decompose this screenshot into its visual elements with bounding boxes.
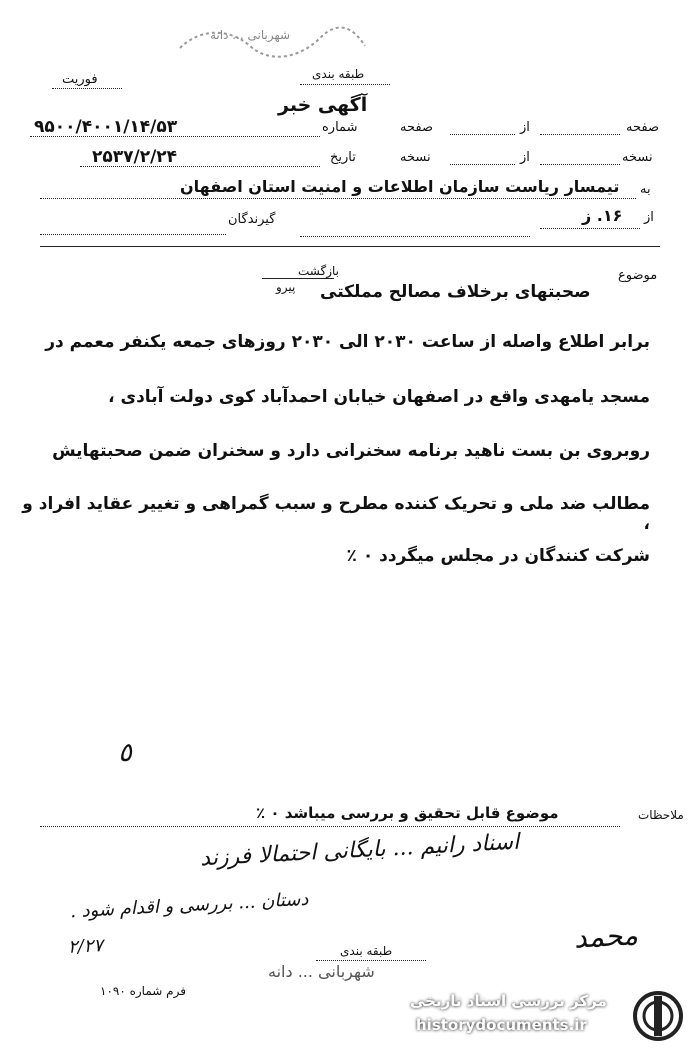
of-label-1: از bbox=[520, 120, 530, 135]
watermark-title: مرکز بررسی اسناد تاریخی bbox=[410, 992, 607, 1010]
return-label: بازگشت bbox=[298, 264, 339, 278]
from-value: ۱۶. ز bbox=[582, 206, 623, 225]
copy-label: نسخه bbox=[622, 150, 653, 165]
archive-logo-icon bbox=[630, 990, 686, 1042]
followup-label: پیرو bbox=[276, 280, 296, 294]
page-label: صفحه bbox=[626, 120, 659, 135]
signature: محمد bbox=[573, 918, 639, 955]
page-value: صفحه bbox=[400, 120, 433, 135]
header-stamp-text: شهربانی ... دانه bbox=[210, 28, 291, 42]
handwritten-note-3: ۲/۲۷ bbox=[67, 935, 104, 958]
header-stamp bbox=[170, 18, 370, 58]
document-title: آگهی خبر bbox=[278, 94, 368, 116]
recipients-label: گیرندگان bbox=[228, 212, 276, 227]
handwritten-note-1: اسناد رانیم ... بایگانی احتمالا فرزند bbox=[199, 829, 520, 872]
form-number: فرم شماره ۱۰۹۰ bbox=[100, 984, 186, 998]
urgency-label: فوریت bbox=[62, 72, 98, 87]
of-label-2: از bbox=[520, 150, 530, 165]
watermark bbox=[400, 986, 690, 1046]
body-line-4: مطالب ضد ملی و تحریک کننده مطرح و سبب گمراهی و تغییر عقاید افراد و ، bbox=[22, 494, 650, 534]
watermark-site: historydocuments.ir bbox=[416, 1016, 587, 1034]
remarks-value: موضوع قابل تحقیق و بررسی میباشد ۰ ٪ bbox=[256, 804, 559, 822]
number-label: شماره bbox=[322, 120, 358, 135]
classification-label: طبقه بندی bbox=[312, 67, 365, 81]
remarks-label: ملاحظات bbox=[638, 808, 684, 822]
body-line-1: برابر اطلاع واصله از ساعت ۲۰۳۰ الی ۲۰۳۰ روزهای جمعه یکنفر معمم در bbox=[45, 332, 650, 352]
date-label: تاریخ bbox=[330, 150, 356, 165]
body-line-3: روبروی بن بست ناهید برنامه سخنرانی دارد و سخنران ضمن صحبتهایش bbox=[52, 441, 650, 461]
body-line-2: مسجد یامهدی واقع در اصفهان خیابان احمدآباد کوی دولت آبادی ، bbox=[108, 387, 650, 407]
footer-stamp: شهربانی ... دانه bbox=[268, 962, 375, 981]
body-line-5: شرکت کنندگان در مجلس میگردد ۰ ٪ bbox=[346, 546, 650, 566]
number-value: ۹۵۰۰/۴۰۰۱/۱۴/۵۳ bbox=[34, 117, 178, 137]
date-value: ۲۵۳۷/۲/۲۴ bbox=[92, 147, 178, 167]
to-label: به bbox=[640, 182, 651, 197]
subject-label: موضوع bbox=[618, 268, 658, 283]
from-label: از bbox=[644, 210, 654, 225]
body-mark: ٥ bbox=[117, 737, 133, 769]
copy-value: نسخه bbox=[400, 150, 431, 165]
footer-classification: طبقه بندی bbox=[340, 944, 393, 958]
subject-value: صحبتهای برخلاف مصالح مملکتی bbox=[320, 282, 591, 302]
handwritten-note-2: دستان ... بررسی و اقدام شود . bbox=[69, 888, 309, 923]
to-value: تیمسار ریاست سازمان اطلاعات و امنیت استان اصفهان bbox=[180, 177, 620, 196]
